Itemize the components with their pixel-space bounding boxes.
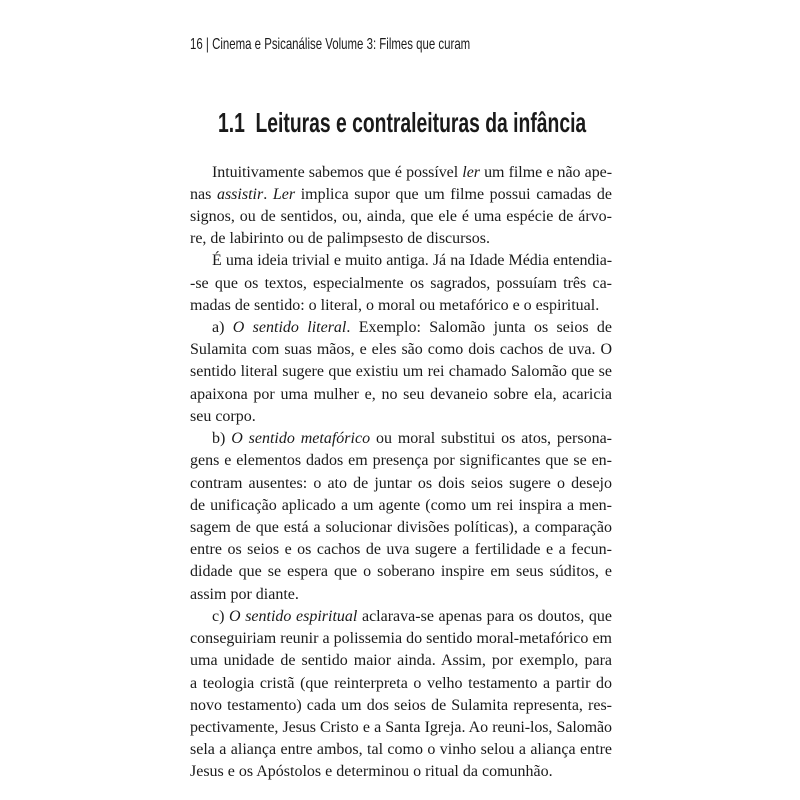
body-line (190, 406, 612, 428)
body-line (190, 295, 612, 317)
text-run: Intuitivamente sabemos que é possível (212, 163, 463, 181)
text-run: É uma ideia trivial e muito antiga. Já na Idade Média entendia- (212, 252, 612, 270)
text-run: a teologia cristã (que reinterpreta o velho testamento a partir do (190, 674, 612, 692)
italic-run: O sentido metafórico (231, 430, 371, 448)
text-run: . (263, 185, 273, 203)
body-line (190, 628, 612, 650)
text-run: conseguiriam reunir a polissemia do sentido moral-metafórico em (190, 630, 612, 648)
italic-run: O sentido literal (232, 319, 347, 337)
text-run: re, de labirinto ou de palimpsesto de discursos. (190, 230, 490, 248)
paragraph (190, 162, 612, 251)
body-line (190, 584, 612, 606)
body-line (190, 739, 612, 761)
text-run: entre os seios e os cachos de uva sugere a fertilidade e a fecun- (190, 541, 612, 559)
text-run: -se que os textos, especialmente os sagrados, possuíam três ca- (190, 274, 612, 292)
text-run: aclarava-se apenas para os doutos, que (357, 607, 613, 625)
text-run: sagem de que está a solucionar divisões políticas), a comparação (190, 519, 612, 536)
text-run: Jesus e os Apóstolos e determinou o ritual da comunhão. (190, 763, 553, 781)
body-line (190, 228, 612, 250)
body-text (190, 162, 612, 784)
text-run: madas de sentido: o literal, o moral ou metafórico e o espiritual. (190, 296, 600, 314)
text-run: uma unidade de sentido maior ainda. Assim, por exemplo, para (190, 652, 612, 670)
header-separator: | (205, 36, 209, 53)
section-number: 1.1 (218, 107, 245, 138)
text-run: . Exemplo: Salomão junta os seios de (346, 319, 612, 337)
body-line (190, 384, 612, 406)
body-line (190, 517, 612, 539)
italic-run: assistir (216, 185, 264, 203)
text-run: b) (212, 430, 232, 448)
body-line (190, 606, 612, 628)
body-line (190, 184, 612, 206)
paragraph (190, 428, 612, 606)
body-line (190, 717, 612, 739)
body-line (190, 273, 612, 295)
body-line (190, 339, 612, 361)
body-line (190, 673, 612, 695)
body-line (190, 317, 612, 339)
paragraph (190, 317, 612, 428)
body-line (190, 539, 612, 561)
italic-run: Ler (272, 185, 296, 203)
text-run: a) (212, 319, 233, 337)
text-run: gens e elementos dados em presença por significantes que se en- (190, 452, 612, 470)
paragraph (190, 606, 612, 784)
body-line (190, 450, 612, 472)
text-run: seu corpo. (190, 407, 256, 425)
body-line (190, 650, 612, 672)
text-run: pectivamente, Jesus Cristo e a Santa Igreja. Ao reuni-los, Salomão (190, 718, 612, 736)
body-line (190, 495, 612, 517)
text-run: didade que se espera que o soberano inspire em seus súditos, e (190, 563, 612, 581)
body-line (190, 761, 612, 783)
text-run: de unificação aplicado a um agente (como um rei inspira a men- (190, 496, 612, 514)
text-run: sentido literal sugere que existiu um rei chamado Salomão que se (190, 363, 612, 381)
body-line (190, 561, 612, 583)
text-run: Sulamita com suas mãos, e eles são como dois cachos de uva. O (190, 341, 612, 359)
body-line (190, 428, 612, 450)
paragraph (190, 250, 612, 317)
text-run: c) (212, 607, 230, 625)
text-run: apaixona por uma mulher e, no seu devaneio sobre ela, acaricia (190, 385, 612, 403)
running-head (190, 36, 470, 54)
text-run: sela a aliança entre ambos, tal como o vinho selou a aliança entre (190, 741, 612, 759)
italic-run: ler (462, 163, 480, 181)
text-run: assim por diante. (190, 585, 299, 603)
body-line (190, 695, 612, 717)
text-run: nas (190, 185, 217, 203)
text-run: signos, ou de sentidos, ou, ainda, que ele é uma espécie de árvo- (190, 207, 612, 225)
body-line (190, 361, 612, 383)
italic-run: O sentido espiritual (229, 607, 358, 625)
body-line (190, 206, 612, 228)
body-line (190, 162, 612, 184)
body-line (190, 250, 612, 272)
section-title: Leituras e contraleituras da infância (255, 107, 587, 138)
text-run: um filme e não ape- (479, 163, 612, 181)
text-run: implica supor que um filme possui camadas de (295, 185, 612, 203)
text-run: novo testamento) cada um dos seios de Sulamita representa, res- (190, 696, 612, 714)
book-title: Cinema e Psicanálise Volume 3: Filmes que curam (212, 36, 471, 53)
section-heading (218, 107, 586, 139)
text-run: ou moral substitui os atos, persona- (370, 430, 613, 448)
body-line (190, 473, 612, 495)
text-run: contram ausentes: o ato de juntar os dois seios sugere o desejo (190, 474, 612, 492)
page-number: 16 (190, 36, 203, 53)
